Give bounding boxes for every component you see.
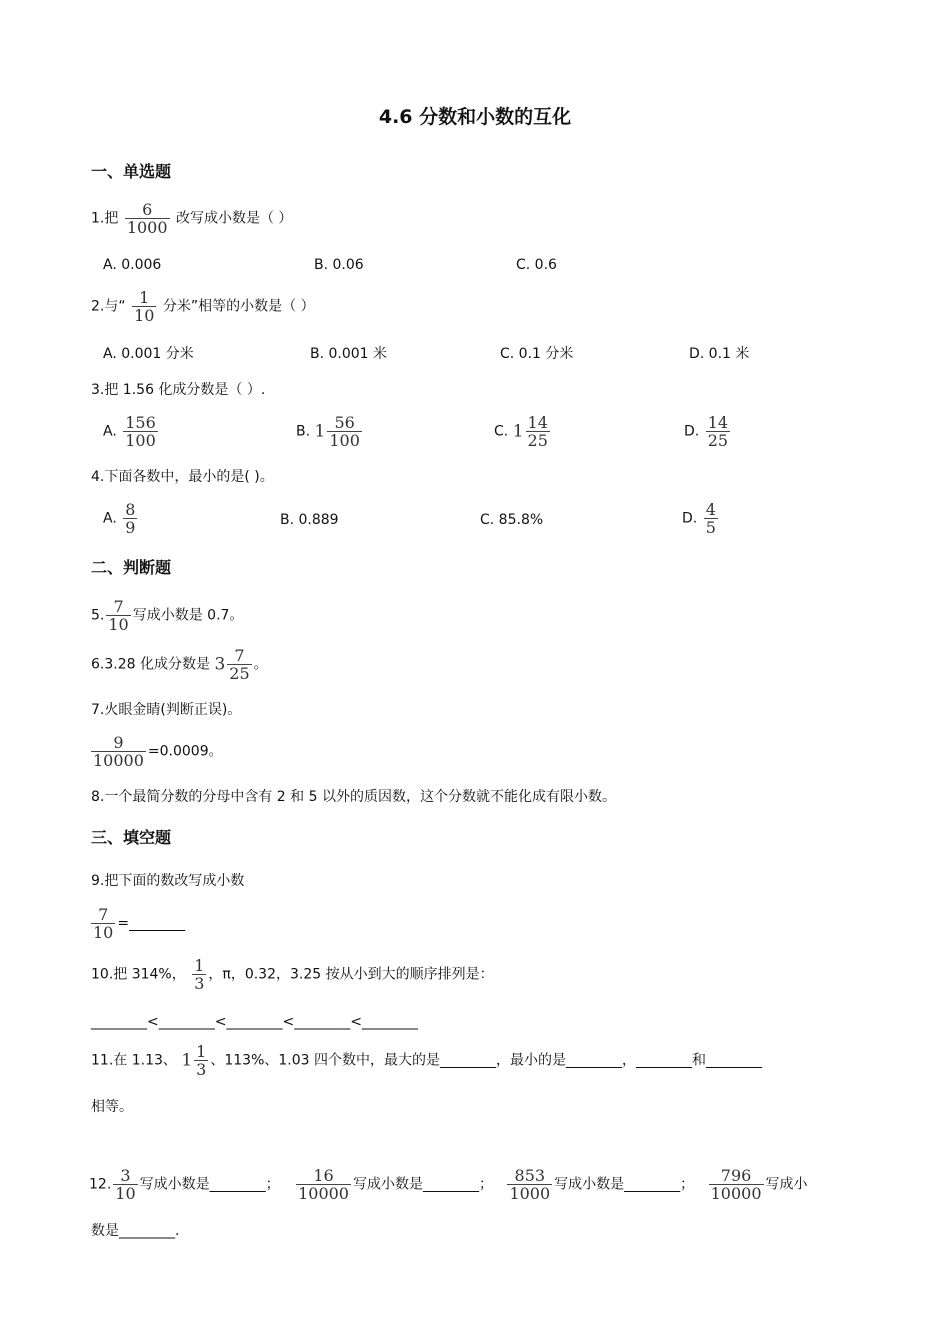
answer-blank[interactable]: =________ [117,915,186,932]
option-b[interactable]: B. 0.889 [280,512,339,528]
section-heading: 二、判断题 [91,558,172,577]
fraction: $\frac{56}{100}$ [329,413,360,450]
option-a[interactable]: A. $\frac{8}{9}$ [103,500,136,537]
option-c[interactable]: C. 0.6 [516,257,557,273]
option-c[interactable]: C. 85.8% [480,512,544,528]
section-heading: 一、单选题 [91,162,172,181]
question-7-statement: $\frac{9}{10000}$ =0.0009。 [93,733,223,770]
fraction: $\frac{8}{9}$ [125,500,136,537]
option-c[interactable]: C. 0.1 分米 [500,346,574,362]
question-9: 9.把下面的数改写成小数 [91,873,245,889]
option-a[interactable]: A. 0.001 分米 [103,346,194,362]
fraction: $\frac{1}{10}$ [134,288,155,325]
question-text: 分米”相等的小数是（ ） [162,298,315,315]
question-5: 5. $\frac{7}{10}$ 写成小数是 0.7。 [91,597,244,634]
option-b[interactable]: B. 0.06 [314,257,364,273]
question-3: 3.把 1.56 化成分数是（ ）. [91,382,266,398]
question-4: 4.下面各数中，最小的是( )。 [91,469,274,485]
option-d[interactable]: D. $\frac{14}{25}$ [684,413,729,450]
fraction: $\frac{796}{10000}$ [710,1166,762,1203]
option-c[interactable]: C. 1 $\frac{14}{25}$ [494,413,548,450]
question-11-line2: 相等。 [91,1099,133,1115]
fraction: $\frac{16}{10000}$ [298,1166,349,1203]
fraction: $\frac{4}{5}$ [705,500,716,537]
question-text: 2.与“ [91,298,126,315]
fraction: $\frac{7}{25}$ [229,646,250,683]
question-6: 6.3.28 化成分数是 3 $\frac{7}{25}$ 。 [91,646,268,683]
question-9-item [89,906,185,941]
question-12: 12. $\frac{3}{10}$ 写成小数是________； $\frac{16}{10000}$ 写成小数是________； $\frac{853}{1000}$ 写成小数是________； $\frac{796}{10000}$ 写成小 [89,1166,808,1203]
fraction: $\frac{7}{10}$ [108,597,129,634]
question-text: 1.把 [91,210,119,227]
fraction: $\frac{7}{10}$ [93,905,114,942]
fraction: $\frac{14}{25}$ [527,413,548,450]
option-d[interactable]: D. $\frac{4}{5}$ [682,500,716,537]
question-text: 改写成小数是（ ） [175,210,293,227]
fraction: $\frac{14}{25}$ [707,413,729,450]
question-10: 10.把 314%， $\frac{1}{3}$ ，π，0.32，3.25 按从小到大的顺序排列是： [91,956,494,993]
option-d[interactable]: D. 0.1 米 [689,346,750,362]
option-a[interactable]: A. 0.006 [103,257,162,273]
fraction: $\frac{9}{10000}$ [93,733,144,770]
section-heading: 三、填空题 [91,828,172,847]
fraction: $\frac{6}{1000}$ [126,200,168,237]
question-8: 8.一个最简分数的分母中含有 2 和 5 以外的质因数，这个分数就不能化成有限小数。 [91,789,616,805]
option-b[interactable]: B. 0.001 米 [310,346,388,362]
fraction: $\frac{1}{3}$ [196,1042,207,1079]
question-12-line2: 数是________. [91,1223,180,1239]
page-title: 4.6 分数和小数的互化 [378,106,572,128]
option-a[interactable]: A. $\frac{156}{100}$ [103,413,156,450]
question-11: 11.在 1.13、 1 $\frac{1}{3}$ 、113%、1.03 四个数中，最大的是________，最小的是________，________和________ [91,1042,763,1079]
question-1 [91,201,292,236]
fraction: $\frac{156}{100}$ [125,413,156,450]
question-2 [91,289,315,324]
option-b[interactable]: B. 1 $\frac{56}{100}$ [296,413,360,450]
question-7: 7.火眼金睛(判断正误)。 [91,702,242,718]
fraction: $\frac{3}{10}$ [115,1166,136,1203]
fraction: $\frac{853}{1000}$ [509,1166,551,1203]
answer-blanks[interactable]: ________<________<________<________<________ [91,1014,418,1030]
fraction: $\frac{1}{3}$ [194,956,205,993]
